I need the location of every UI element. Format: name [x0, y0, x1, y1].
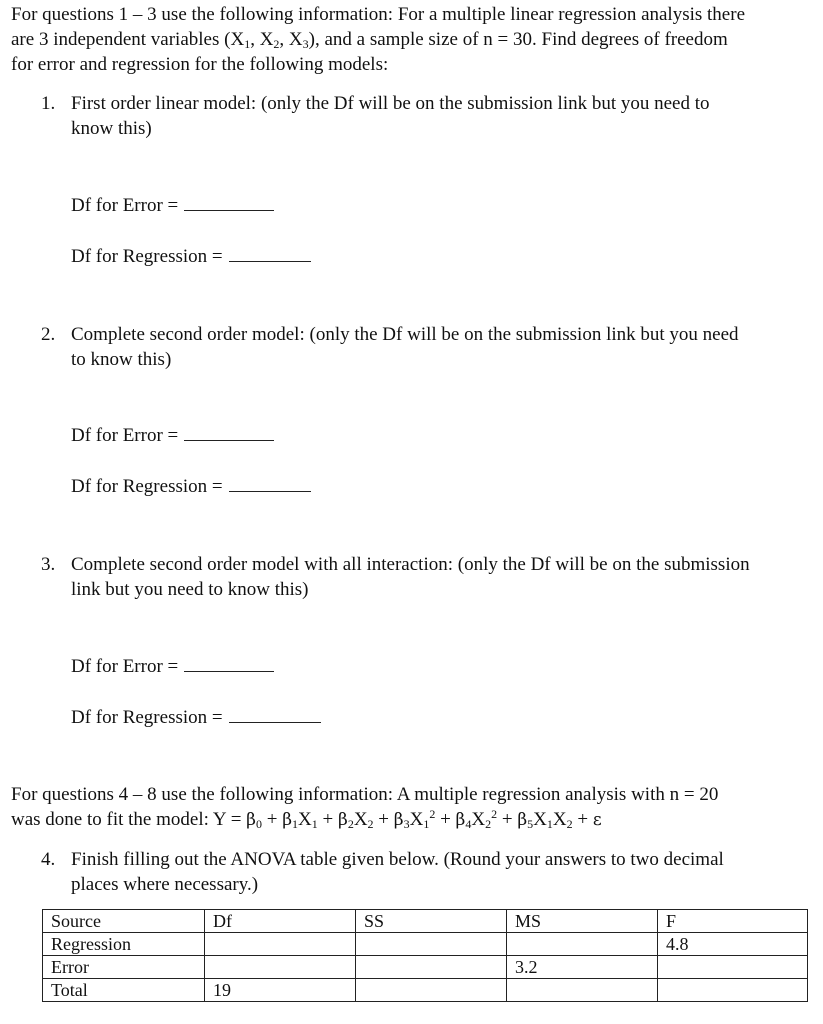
model-equation: was done to fit the model: $Y = \beta_0 + \beta_1X_1 + \beta_2X_2 + \beta_3X_1^2 + \beta_4X_2^2 + \beta_5X_1X_2 + \varepsilon$ [11, 807, 602, 831]
cell-source: Total [43, 979, 205, 1002]
intro-line-3: for error and regression for the following models: [11, 54, 389, 75]
cell-ms[interactable] [507, 933, 658, 956]
question-2-number: 2. [41, 324, 56, 345]
header-ms: MS [507, 910, 658, 933]
question-1-df-error: Df for Error = [71, 193, 274, 218]
cell-source: Error [43, 956, 205, 979]
intro-paragraph-1 [11, 2, 811, 77]
header-ss: SS [356, 910, 507, 933]
cell-f [658, 979, 808, 1002]
answer-blank[interactable] [184, 424, 274, 441]
table-header-row [43, 910, 808, 933]
cell-f: 4.8 [658, 933, 808, 956]
answer-blank[interactable] [184, 194, 274, 211]
question-2-df-regression: Df for Regression = [71, 474, 311, 499]
answer-blank[interactable] [229, 245, 311, 262]
intro-line-1: For questions 1 – 3 use the following information: For a multiple linear regression analysis there [11, 4, 746, 25]
header-f: F [658, 910, 808, 933]
intro2-line-1: For questions 4 – 8 use the following information: A multiple regression analysis with n = 20 [11, 784, 719, 805]
question-3-text: Complete second order model with all interaction: (only the Df will be on the submission link but you need to know this) [71, 554, 750, 600]
cell-ms: 3.2 [507, 956, 658, 979]
cell-ss[interactable] [356, 979, 507, 1002]
answer-blank[interactable] [229, 475, 311, 492]
cell-ms [507, 979, 658, 1002]
table-row [43, 933, 808, 956]
question-3-df-error: Df for Error = [71, 654, 274, 679]
answer-blank[interactable] [229, 706, 321, 723]
cell-df[interactable] [205, 933, 356, 956]
question-2-df-error: Df for Error = [71, 423, 274, 448]
question-4-text: Finish filling out the ANOVA table given below. (Round your answers to two decimal places where necessary.) [71, 849, 724, 895]
header-df: Df [205, 910, 356, 933]
cell-ss[interactable] [356, 933, 507, 956]
cell-source: Regression [43, 933, 205, 956]
question-3-number: 3. [41, 554, 56, 575]
anova-table [42, 909, 808, 1002]
question-2-text: Complete second order model: (only the Df will be on the submission link but you need to know this) [71, 324, 739, 370]
intro-line-2: are 3 independent variables ($X_1$, $X_2$, $X_3$), and a sample size of n = 30. Find degrees of freedom [11, 29, 728, 51]
answer-blank[interactable] [184, 655, 274, 672]
table-row [43, 979, 808, 1002]
cell-df[interactable] [205, 956, 356, 979]
question-1-number: 1. [41, 93, 56, 114]
table-row [43, 956, 808, 979]
question-3-df-regression: Df for Regression = [71, 705, 321, 730]
question-4-number: 4. [41, 849, 56, 870]
cell-df: 19 [205, 979, 356, 1002]
question-1-df-regression: Df for Regression = [71, 244, 311, 269]
cell-ss[interactable] [356, 956, 507, 979]
question-1-text: First order linear model: (only the Df will be on the submission link but you need to know this) [71, 93, 710, 139]
header-source: Source [43, 910, 205, 933]
intro-paragraph-2 [11, 782, 811, 833]
cell-f [658, 956, 808, 979]
